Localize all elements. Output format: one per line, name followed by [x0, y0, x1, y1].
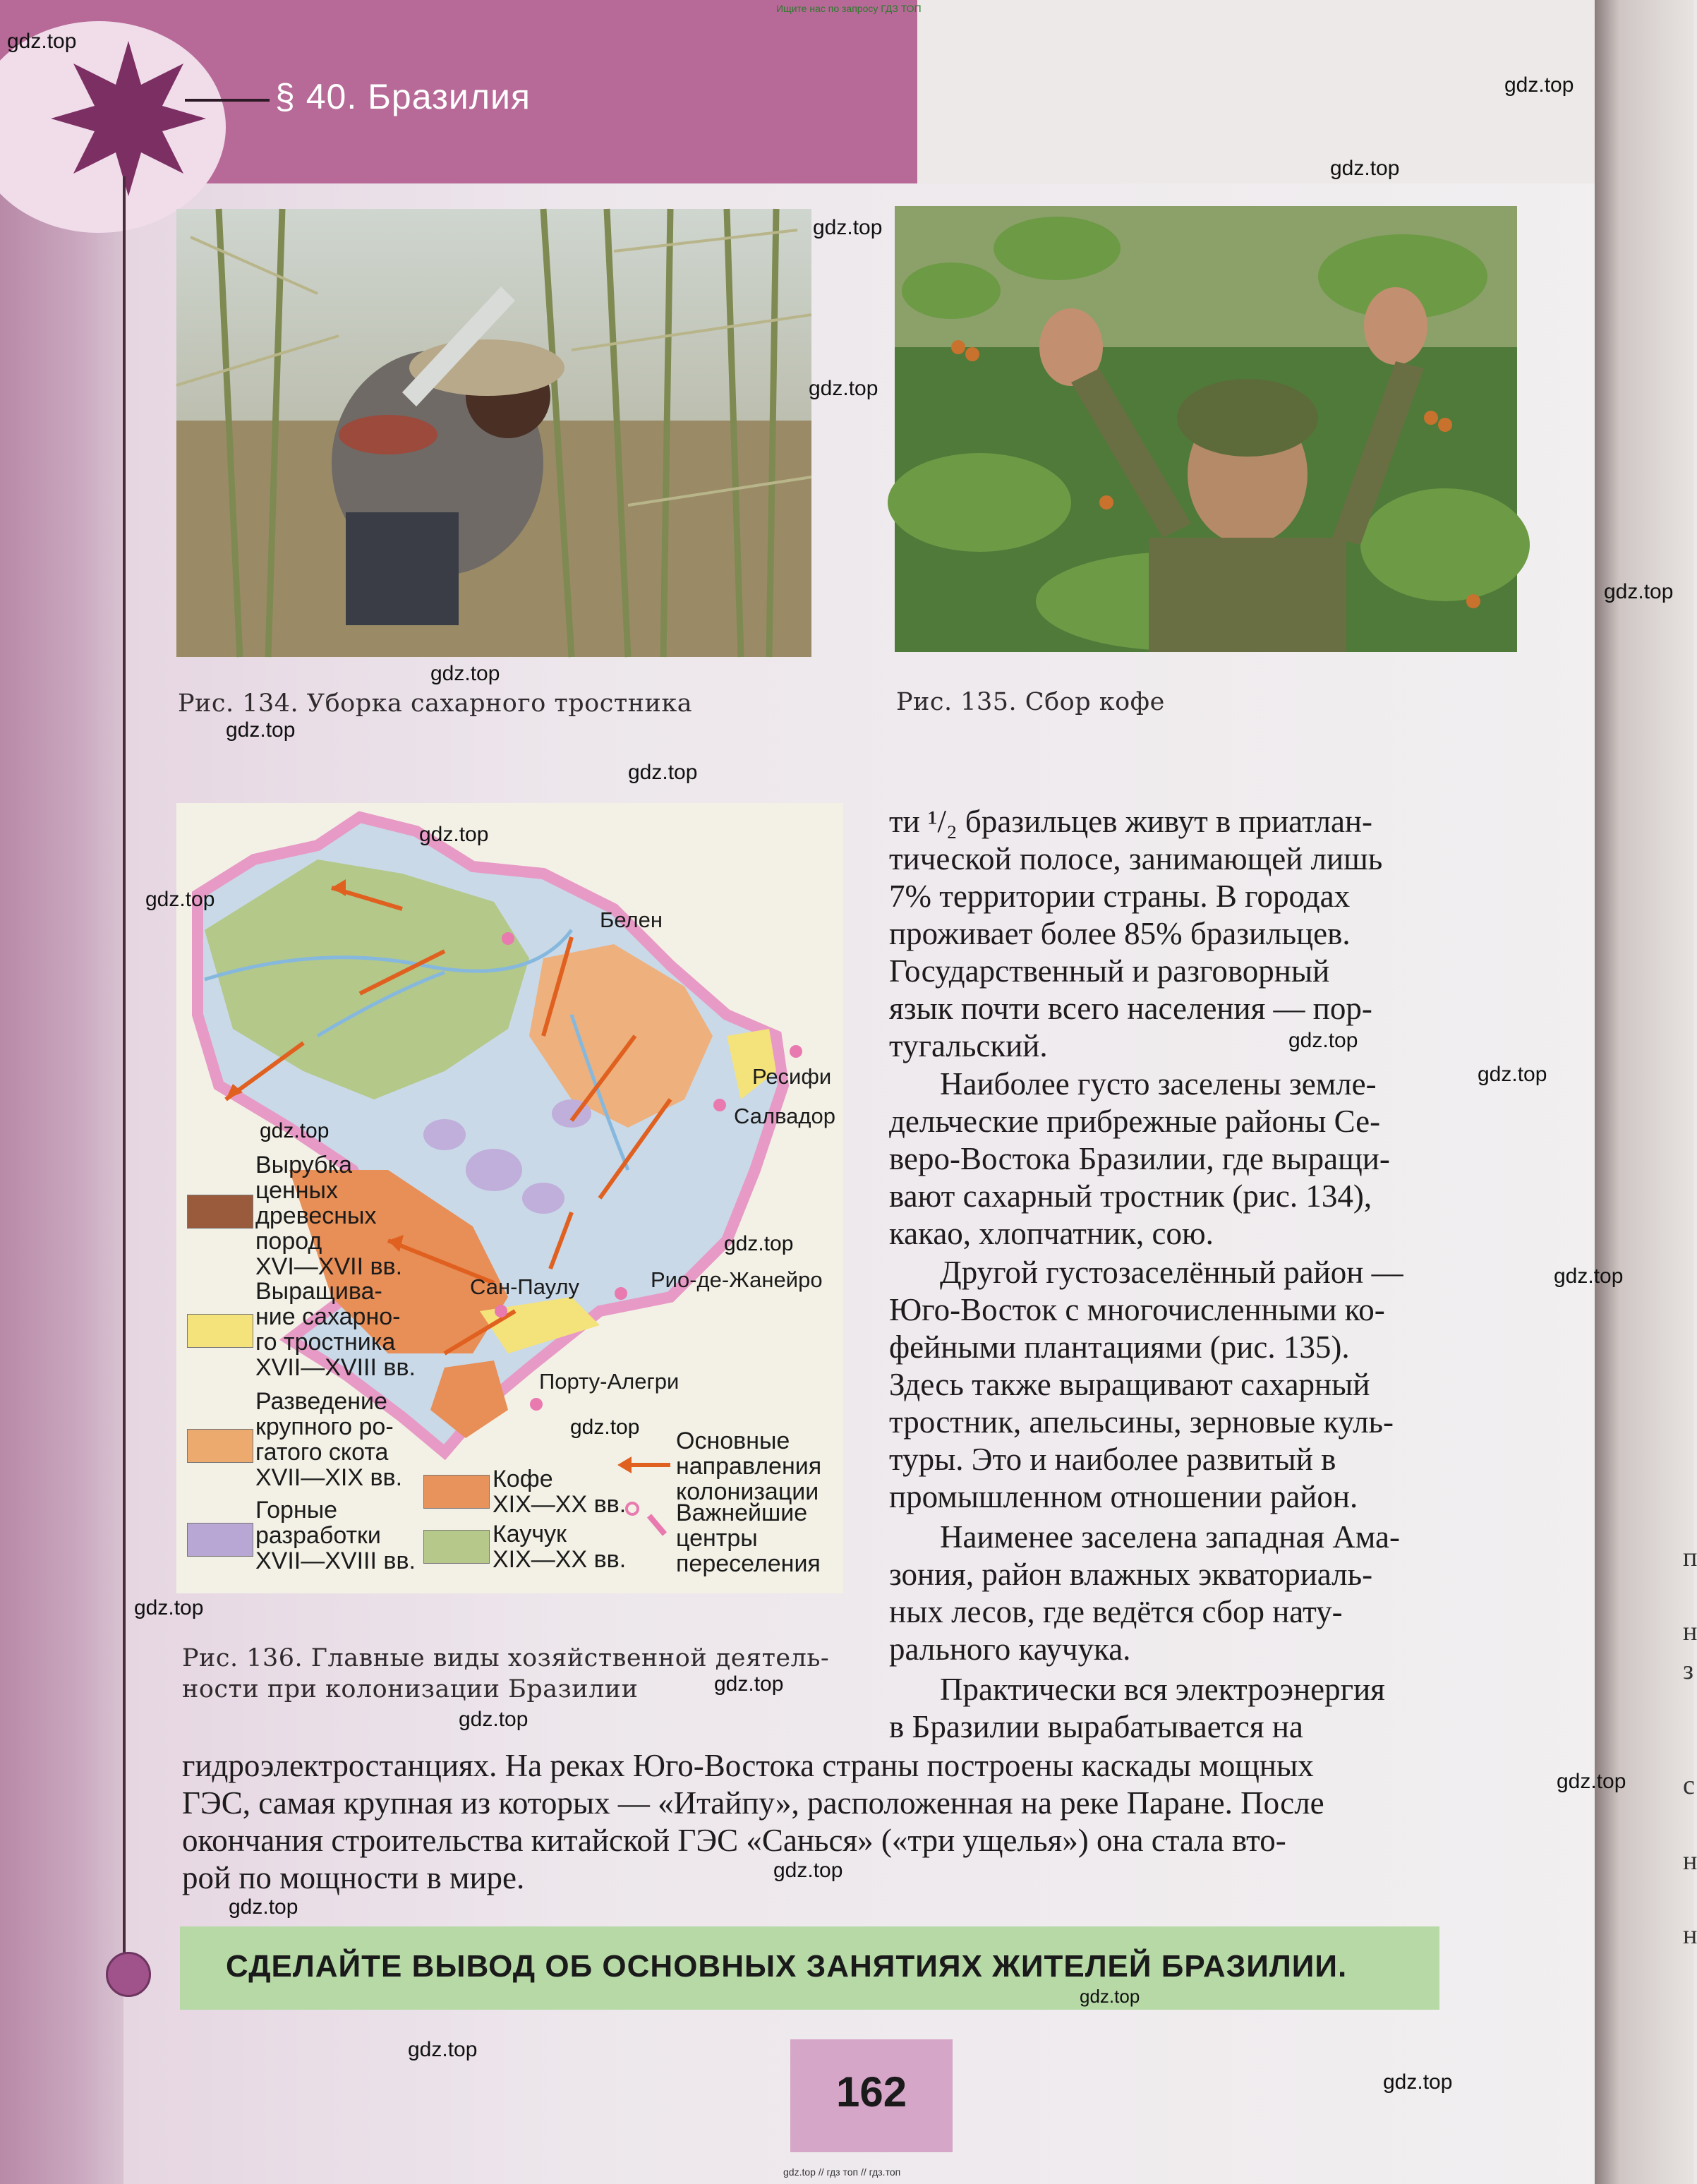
legend-swatch-timber	[187, 1195, 253, 1229]
sugar-cane-photo	[176, 209, 811, 657]
fig134-caption: Рис. 134. Уборка сахарного тростника	[178, 689, 693, 718]
legend-label-centers: Важнейшие центры переселения	[676, 1500, 821, 1577]
watermark: gdz.top	[1478, 1063, 1547, 1086]
top-notice: Ищите нас по запросу ГДЗ ТОП	[776, 3, 922, 14]
legend-label-sugar: Выращива- ние сахарно- го тростника XVII—XVIII вв.	[255, 1278, 416, 1381]
legend-label-timber: Вырубка ценных древесных пород XVI—XVII вв.	[255, 1152, 403, 1280]
watermark: gdz.top	[134, 1596, 204, 1619]
adjacent-page-letter: н	[1683, 1846, 1697, 1876]
paragraph-population: ти ¹/₂ бразильцев живут в приатлан- тической полосе, занимающей лишь 7% территории страны. В городах проживает более 85% бразильцев. Государственный и разговорный язык почти всего населения — пор- тугальский.	[889, 804, 1383, 1063]
watermark: gdz.top	[459, 1708, 529, 1731]
watermark: gdz.top	[773, 1859, 843, 1882]
city-label: Салвадор	[734, 1104, 835, 1128]
watermark: gdz.top	[408, 2038, 478, 2061]
watermark: gdz.top	[1554, 1265, 1624, 1288]
watermark: gdz.top	[628, 761, 698, 784]
legend-swatch-mining	[187, 1523, 253, 1557]
page-number: 162	[836, 2068, 907, 2116]
watermark: gdz.top	[260, 1119, 330, 1142]
paragraph-electricity: Практически вся электроэнергия в Бразилии вырабатывается на	[889, 1672, 1385, 1744]
city-label: Ресифи	[752, 1064, 832, 1089]
paragraph-hydro: гидроэлектростанциях. На реках Юго-Востока страны построены каскады мощных ГЭС, самая крупная из которых — «Итайпу», расположенная на реке Паране. После окончания строительства китайской ГЭС «Санься» («три ущелья») она стала вто- рой по мощности в мире.	[182, 1748, 1324, 1895]
fig135-caption: Рис. 135. Сбор кофе	[896, 688, 1165, 716]
legend-swatch-rubber	[423, 1530, 490, 1564]
adjacent-page-letter: н	[1683, 1617, 1697, 1646]
city-label: Порту-Алегри	[539, 1369, 680, 1394]
city-label: Рио-де-Жанейро	[651, 1267, 823, 1292]
coffee-photo	[895, 206, 1517, 652]
legend-swatch-cattle	[187, 1429, 253, 1463]
bullet-circle-icon	[106, 1952, 151, 1997]
legend-label-mining: Горные разработки XVII—XVIII вв.	[255, 1497, 416, 1574]
paragraph-northeast: Наиболее густо заселены земле- дельческие прибрежные районы Се- веро-Востока Бразилии, где выращи- вают сахарный тростник (рис. 134), какао, хлопчатник, сою.	[889, 1066, 1390, 1251]
adjacent-page	[1595, 0, 1694, 2184]
paragraph-southeast: Другой густозаселённый район — Юго-Восток с многочисленными ко- фейными плантациями (рис. 135). Здесь также выращивают сахарный тростник, апельсины, зерновые куль- туры. Это и наиболее развитый в промышленном отношении район.	[889, 1255, 1403, 1514]
watermark: gdz.top	[145, 888, 215, 911]
watermark: gdz.top	[1557, 1770, 1626, 1793]
title-rule	[185, 99, 270, 102]
city-label: Сан-Паулу	[470, 1274, 579, 1299]
watermark: gdz.top	[809, 377, 878, 400]
conclusion-task: СДЕЛАЙТЕ ВЫВОД ОБ ОСНОВНЫХ ЗАНЯТИЯХ ЖИТЕЛЕЙ БРАЗИЛИИ.	[226, 1949, 1348, 1984]
adjacent-page-letter: н	[1683, 1920, 1697, 1950]
watermark: gdz.top	[714, 1672, 784, 1696]
margin-rule	[123, 176, 126, 1955]
watermark: gdz.top	[1504, 73, 1574, 97]
watermark: gdz.top	[570, 1416, 640, 1439]
legend-label-rubber: Каучук XIX—XX вв.	[493, 1521, 627, 1573]
legend-swatch-sugar	[187, 1314, 253, 1348]
watermark: gdz.top	[430, 662, 500, 685]
fig136-caption: Рис. 136. Главные виды хозяйственной деятель- ности при колонизации Бразилии	[182, 1644, 830, 1703]
city-label: Белен	[600, 907, 663, 932]
bottom-notice: gdz.top // гдз топ // гдз.топ	[783, 2166, 901, 2178]
section-title: § 40. Бразилия	[275, 77, 531, 116]
watermark: gdz.top	[1080, 1986, 1140, 2007]
watermark: gdz.top	[7, 30, 77, 53]
star-icon	[51, 41, 206, 196]
paragraph-amazon: Наименее заселена западная Ама- зония, район влажных экваториаль- ных лесов, где ведётся сбор нату- рального каучука.	[889, 1519, 1400, 1667]
watermark: gdz.top	[813, 216, 883, 239]
watermark: gdz.top	[1604, 580, 1674, 603]
watermark: gdz.top	[1383, 2070, 1453, 2094]
legend-label-directions: Основные направления колонизации	[676, 1428, 822, 1505]
watermark: gdz.top	[229, 1895, 298, 1919]
watermark: gdz.top	[1288, 1029, 1358, 1052]
left-margin-strip	[0, 183, 123, 2184]
watermark: gdz.top	[419, 823, 489, 846]
legend-swatch-coffee	[423, 1475, 490, 1509]
legend-label-coffee: Кофе XIX—XX вв.	[493, 1466, 627, 1518]
watermark: gdz.top	[226, 718, 296, 742]
arrow-legend-icon	[614, 1445, 677, 1537]
adjacent-page-letter: з	[1683, 1655, 1694, 1685]
watermark: gdz.top	[724, 1232, 794, 1255]
legend-label-cattle: Разведение крупного ро- гатого скота XVII—XIX вв.	[255, 1388, 403, 1491]
adjacent-page-letter: п	[1683, 1543, 1697, 1572]
watermark: gdz.top	[1330, 157, 1400, 180]
adjacent-page-letter: с	[1683, 1770, 1695, 1800]
